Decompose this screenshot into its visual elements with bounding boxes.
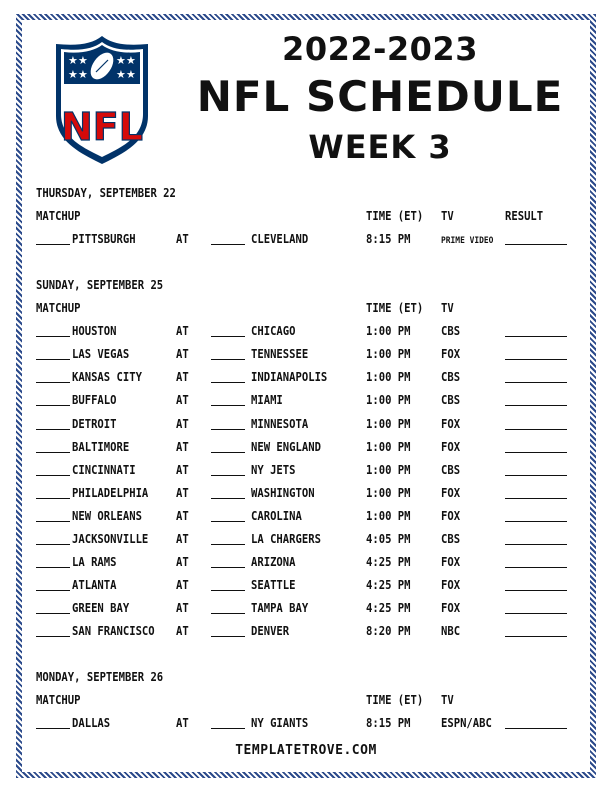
at-label: AT (176, 462, 189, 477)
game-time: 4:25 PM (366, 555, 411, 570)
tv-network: FOX (441, 347, 461, 362)
away-team: LAS VEGAS (72, 347, 130, 362)
at-label: AT (176, 439, 189, 454)
result-line[interactable] (505, 567, 567, 568)
svg-text:★: ★ (78, 54, 88, 67)
away-pick-line[interactable] (36, 544, 70, 545)
away-pick-line[interactable] (36, 359, 70, 360)
away-pick-line[interactable] (36, 590, 70, 591)
away-pick-line[interactable] (36, 498, 70, 499)
at-label: AT (176, 508, 189, 523)
tv-network: FOX (441, 555, 461, 570)
at-label: AT (176, 601, 189, 616)
game-time: 1:00 PM (366, 485, 411, 500)
site-footer: TEMPLATETROVE.COM (235, 743, 377, 758)
home-pick-line[interactable] (211, 475, 245, 476)
tv-network: PRIME VIDEO (441, 236, 494, 247)
home-pick-line[interactable] (211, 521, 245, 522)
matchup-header: MATCHUP (36, 693, 81, 707)
home-team: MIAMI (251, 393, 283, 408)
away-team: JACKSONVILLE (72, 532, 149, 546)
season-title: 2022-2023 (282, 30, 478, 68)
result-line[interactable] (505, 544, 567, 545)
home-pick-line[interactable] (211, 336, 245, 337)
away-team: DALLAS (72, 716, 111, 731)
result-line[interactable] (505, 359, 567, 360)
tv-network: NBC (441, 624, 461, 639)
time-header: TIME (ET) (366, 693, 424, 707)
game-time: 4:25 PM (366, 601, 411, 616)
home-pick-line[interactable] (211, 613, 245, 614)
at-label: AT (176, 416, 189, 431)
result-line[interactable] (505, 382, 567, 383)
tv-network: FOX (441, 416, 461, 431)
at-label: AT (176, 555, 189, 570)
game-time: 1:00 PM (366, 439, 411, 454)
tv-network: CBS (441, 370, 461, 385)
nfl-shield-logo (52, 34, 152, 166)
result-line[interactable] (505, 405, 567, 406)
home-pick-line[interactable] (211, 405, 245, 406)
result-header: RESULT (505, 209, 544, 223)
tv-network: CBS (441, 324, 461, 339)
away-team: NEW ORLEANS (72, 508, 142, 523)
home-team: DENVER (251, 624, 290, 639)
at-label: AT (176, 532, 189, 546)
home-team: NY JETS (251, 462, 296, 477)
away-team: PITTSBURGH (72, 232, 136, 247)
away-pick-line[interactable] (36, 636, 70, 637)
day-heading: THURSDAY, SEPTEMBER 22 (36, 186, 176, 200)
game-time: 8:15 PM (366, 232, 411, 247)
away-team: KANSAS CITY (72, 370, 142, 385)
away-team: LA RAMS (72, 555, 117, 570)
away-pick-line[interactable] (36, 405, 70, 406)
nfl-logo-text: NFL (61, 105, 143, 149)
matchup-header: MATCHUP (36, 209, 81, 223)
result-line[interactable] (505, 498, 567, 499)
result-line[interactable] (505, 590, 567, 591)
away-team: BALTIMORE (72, 439, 130, 454)
svg-text:★: ★ (68, 68, 78, 81)
home-pick-line[interactable] (211, 452, 245, 453)
home-team: ARIZONA (251, 555, 296, 570)
home-team: MINNESOTA (251, 416, 309, 431)
game-time: 8:15 PM (366, 716, 411, 731)
tv-network: CBS (441, 532, 461, 546)
result-line[interactable] (505, 336, 567, 337)
home-team: CAROLINA (251, 508, 302, 523)
svg-text:★: ★ (116, 54, 126, 67)
svg-text:★: ★ (126, 68, 136, 81)
away-pick-line[interactable] (36, 728, 70, 729)
result-line[interactable] (505, 429, 567, 430)
home-team: CLEVELAND (251, 232, 309, 247)
svg-text:★: ★ (78, 68, 88, 81)
matchup-header: MATCHUP (36, 301, 81, 315)
away-team: GREEN BAY (72, 601, 130, 616)
tv-network: FOX (441, 601, 461, 616)
result-line[interactable] (505, 521, 567, 522)
svg-text:★: ★ (116, 68, 126, 81)
tv-network: CBS (441, 393, 461, 408)
result-line[interactable] (505, 636, 567, 637)
week-title: WEEK 3 (308, 128, 452, 166)
home-pick-line[interactable] (211, 498, 245, 499)
away-pick-line[interactable] (36, 382, 70, 383)
time-header: TIME (ET) (366, 209, 424, 223)
home-pick-line[interactable] (211, 359, 245, 360)
away-team: SAN FRANCISCO (72, 624, 155, 639)
game-time: 1:00 PM (366, 370, 411, 385)
tv-network: FOX (441, 439, 461, 454)
at-label: AT (176, 578, 189, 593)
at-label: AT (176, 716, 189, 731)
at-label: AT (176, 232, 189, 247)
tv-network: FOX (441, 508, 461, 523)
game-time: 1:00 PM (366, 324, 411, 339)
page-title: NFL SCHEDULE (196, 72, 564, 121)
game-time: 1:00 PM (366, 462, 411, 477)
away-pick-line[interactable] (36, 244, 70, 245)
time-header: TIME (ET) (366, 301, 424, 315)
svg-text:★: ★ (126, 54, 136, 67)
day-heading: SUNDAY, SEPTEMBER 25 (36, 278, 164, 292)
home-team: NY GIANTS (251, 716, 309, 731)
away-team: HOUSTON (72, 324, 117, 339)
away-team: ATLANTA (72, 578, 117, 593)
away-team: BUFFALO (72, 393, 117, 408)
tv-network: CBS (441, 462, 461, 477)
away-pick-line[interactable] (36, 567, 70, 568)
tv-header: TV (441, 693, 454, 707)
away-team: CINCINNATI (72, 462, 136, 477)
at-label: AT (176, 347, 189, 362)
at-label: AT (176, 324, 189, 339)
game-time: 1:00 PM (366, 393, 411, 408)
game-time: 4:25 PM (366, 578, 411, 593)
tv-network: ESPN/ABC (441, 716, 492, 731)
away-pick-line[interactable] (36, 452, 70, 453)
game-time: 8:20 PM (366, 624, 411, 639)
away-team: DETROIT (72, 416, 117, 431)
result-line[interactable] (505, 244, 567, 245)
day-heading: MONDAY, SEPTEMBER 26 (36, 670, 164, 684)
home-pick-line[interactable] (211, 544, 245, 545)
home-team: NEW ENGLAND (251, 439, 321, 454)
at-label: AT (176, 624, 189, 639)
home-pick-line[interactable] (211, 590, 245, 591)
home-team: INDIANAPOLIS (251, 370, 328, 385)
home-team: SEATTLE (251, 578, 296, 593)
tv-header: TV (441, 301, 454, 315)
at-label: AT (176, 485, 189, 500)
home-team: TENNESSEE (251, 347, 309, 362)
home-pick-line[interactable] (211, 636, 245, 637)
away-pick-line[interactable] (36, 475, 70, 476)
at-label: AT (176, 393, 189, 408)
game-time: 1:00 PM (366, 347, 411, 362)
result-line[interactable] (505, 728, 567, 729)
home-pick-line[interactable] (211, 382, 245, 383)
away-team: PHILADELPHIA (72, 485, 149, 500)
at-label: AT (176, 370, 189, 385)
home-pick-line[interactable] (211, 429, 245, 430)
result-line[interactable] (505, 475, 567, 476)
away-pick-line[interactable] (36, 429, 70, 430)
away-pick-line[interactable] (36, 613, 70, 614)
home-team: LA CHARGERS (251, 532, 321, 546)
tv-network: FOX (441, 485, 461, 500)
tv-network: FOX (441, 578, 461, 593)
game-time: 4:05 PM (366, 532, 411, 546)
home-team: TAMPA BAY (251, 601, 309, 616)
game-time: 1:00 PM (366, 508, 411, 523)
home-team: WASHINGTON (251, 485, 315, 500)
result-line[interactable] (505, 613, 567, 614)
away-pick-line[interactable] (36, 521, 70, 522)
tv-header: TV (441, 209, 454, 223)
home-pick-line[interactable] (211, 244, 245, 245)
home-pick-line[interactable] (211, 728, 245, 729)
home-pick-line[interactable] (211, 567, 245, 568)
svg-text:★: ★ (68, 54, 78, 67)
home-team: CHICAGO (251, 324, 296, 339)
away-pick-line[interactable] (36, 336, 70, 337)
result-line[interactable] (505, 452, 567, 453)
game-time: 1:00 PM (366, 416, 411, 431)
